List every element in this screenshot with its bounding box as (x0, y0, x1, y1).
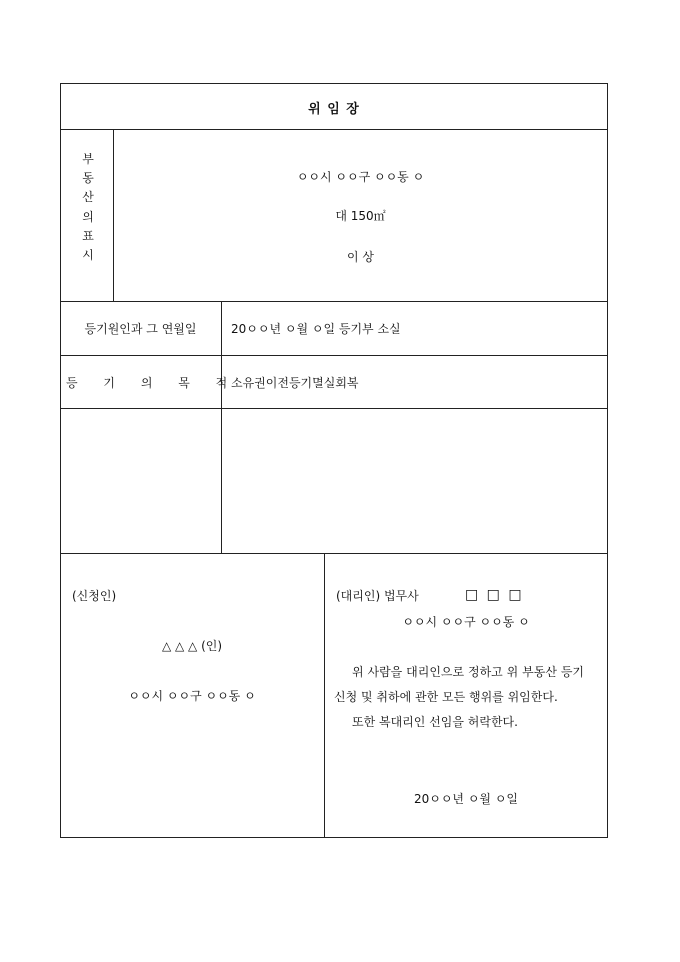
applicant-name: △ △ △ (인) (161, 639, 223, 653)
property-label-char: 표 (82, 228, 94, 243)
divider (60, 408, 608, 409)
applicant-heading: (신청인) (72, 589, 117, 603)
agent-address: ㅇㅇ시 ㅇㅇ구 ㅇㅇ동 ㅇ (402, 615, 530, 629)
cause-label: 등기원인과 그 연월일 (84, 322, 197, 336)
delegation-paragraph: 위 사람을 대리인으로 정하고 위 부동산 등기신청 및 취하에 관한 모든 행위를 위임한다. (334, 665, 584, 704)
divider (60, 129, 608, 130)
sub-agent-paragraph: 또한 복대리인 선임을 허락한다. (352, 715, 518, 729)
agent-heading: (대리인) 법무사 (336, 589, 419, 603)
purpose-label: 등 기 의 목 적 (66, 376, 239, 390)
property-label-char: 동 (82, 171, 94, 186)
property-address: ㅇㅇ시 ㅇㅇ구 ㅇㅇ동 ㅇ (296, 170, 425, 184)
divider (60, 355, 608, 356)
delegation-statement (334, 660, 584, 735)
delegation-date: 20ㅇㅇ년 ㅇ월 ㅇ일 (413, 792, 519, 806)
property-label-char: 산 (82, 190, 94, 205)
applicant-address: ㅇㅇ시 ㅇㅇ구 ㅇㅇ동 ㅇ (128, 689, 256, 703)
divider (221, 301, 222, 553)
property-label (78, 150, 98, 265)
property-land: 대 150㎡ (335, 209, 386, 223)
property-label-char: 부 (82, 152, 94, 166)
purpose-value: 소유권이전등기멸실회복 (231, 376, 359, 390)
property-label-char: 시 (82, 248, 94, 263)
property-end: 이 상 (347, 250, 374, 264)
property-label-char: 의 (82, 209, 94, 224)
agent-name-boxes: □ □ □ (465, 587, 524, 603)
document-title: 위 임 장 (308, 102, 360, 117)
cause-value: 20ㅇㅇ년 ㅇ월 ㅇ일 등기부 소실 (231, 322, 401, 336)
divider (60, 553, 608, 554)
divider (60, 301, 608, 302)
